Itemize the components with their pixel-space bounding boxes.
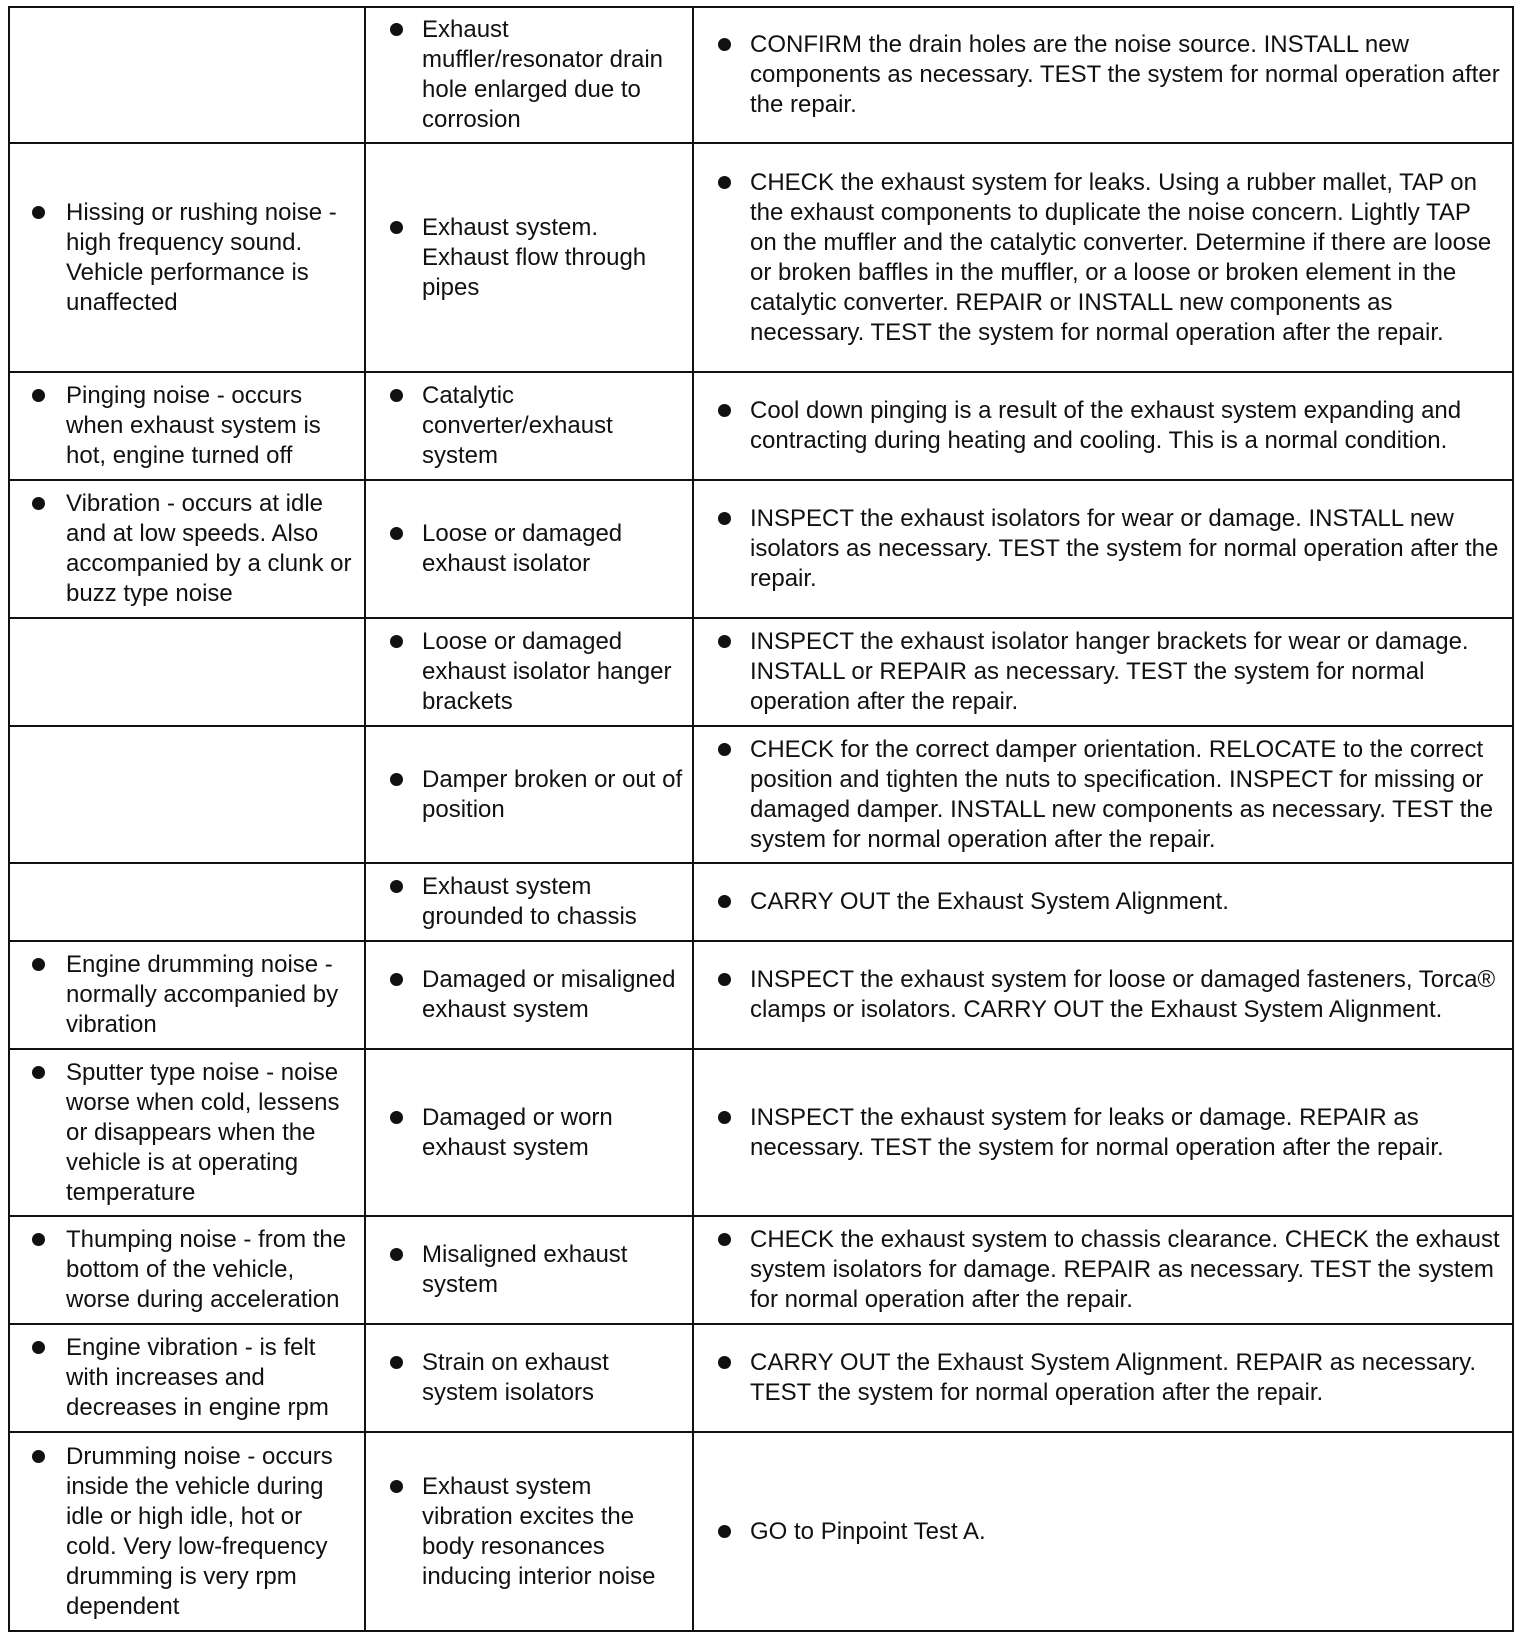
- source-cell: [365, 480, 693, 618]
- source-text: Misaligned exhaust system: [422, 1241, 628, 1298]
- condition-text: Hissing or rushing noise - high frequency sound. Vehicle performance is unaffected: [66, 198, 337, 316]
- source-cell: [365, 863, 693, 941]
- condition-text: Engine vibration - is felt with increases and decreases in engine rpm: [66, 1334, 329, 1421]
- table-row: [9, 726, 1513, 863]
- action-text: CARRY OUT the Exhaust System Alignment. REPAIR as necessary. TEST the system for normal operation after the repair.: [750, 1349, 1477, 1406]
- table-row: [9, 863, 1513, 941]
- source-text: Damaged or misaligned exhaust system: [422, 966, 676, 1023]
- action-text: INSPECT the exhaust system for leaks or damage. REPAIR as necessary. TEST the system for normal operation after the repair.: [750, 1103, 1444, 1161]
- bullet-icon: [32, 1341, 45, 1354]
- bullet-icon: [390, 23, 403, 36]
- condition-cell: [9, 1049, 365, 1216]
- action-cell: [693, 480, 1513, 618]
- action-text: CHECK the exhaust system for leaks. Using a rubber mallet, TAP on the exhaust components to duplicate the noise concern. Lightly TAP on the muffler and the catalytic converter. Determine if there are loose or broken baffles in the muffler, or a loose or broken element in the catalytic converter. REPAIR or INSTALL new components as necessary. TEST the system for normal operation after the repair.: [750, 168, 1492, 346]
- condition-text: Drumming noise - occurs inside the vehicle during idle or high idle, hot or cold. Very low-frequency drumming is very rpm dependent: [66, 1442, 333, 1620]
- action-cell: [693, 1432, 1513, 1631]
- condition-cell: [9, 726, 365, 863]
- source-cell: [365, 618, 693, 726]
- table-row: [9, 941, 1513, 1049]
- bullet-icon: [390, 1356, 403, 1369]
- bullet-icon: [390, 389, 403, 402]
- diagnosis-table-body: [9, 7, 1513, 1631]
- condition-cell: [9, 480, 365, 618]
- condition-cell: [9, 941, 365, 1049]
- action-text: INSPECT the exhaust system for loose or damaged fasteners, Torca® clamps or isolators. CARRY OUT the Exhaust System Alignment.: [750, 966, 1496, 1023]
- action-text: CARRY OUT the Exhaust System Alignment.: [750, 888, 1229, 915]
- bullet-icon: [390, 221, 403, 234]
- condition-cell: [9, 1216, 365, 1324]
- action-text: GO to Pinpoint Test A.: [750, 1517, 986, 1545]
- bullet-icon: [718, 512, 731, 525]
- bullet-icon: [32, 206, 45, 219]
- bullet-icon: [390, 973, 403, 986]
- bullet-icon: [718, 973, 731, 986]
- source-cell: [365, 1049, 693, 1216]
- action-cell: [693, 143, 1513, 372]
- source-text: Damper broken or out of position: [422, 765, 683, 823]
- condition-text: Sputter type noise - noise worse when cold, lessens or disappears when the vehicle is at operating temperature: [66, 1058, 340, 1206]
- action-cell: [693, 618, 1513, 726]
- action-text: CHECK the exhaust system to chassis clearance. CHECK the exhaust system isolators for damage. REPAIR as necessary. TEST the system for normal operation after the repair.: [750, 1226, 1500, 1313]
- table-row: [9, 1216, 1513, 1324]
- source-text: Loose or damaged exhaust isolator: [422, 520, 623, 577]
- action-text: CONFIRM the drain holes are the noise source. INSTALL new components as necessary. TEST the system for normal operation after the repair.: [750, 31, 1500, 118]
- table-row: [9, 1432, 1513, 1631]
- bullet-icon: [718, 1356, 731, 1369]
- bullet-icon: [718, 38, 731, 51]
- action-cell: [693, 1049, 1513, 1216]
- source-cell: [365, 1216, 693, 1324]
- action-cell: [693, 1324, 1513, 1432]
- condition-cell: [9, 372, 365, 480]
- source-text: Exhaust system vibration excites the body resonances inducing interior noise: [422, 1472, 656, 1590]
- condition-cell: [9, 7, 365, 143]
- bullet-icon: [32, 389, 45, 402]
- source-cell: [365, 372, 693, 480]
- bullet-icon: [32, 1450, 45, 1463]
- action-cell: [693, 941, 1513, 1049]
- source-text: Exhaust system grounded to chassis: [422, 873, 637, 930]
- bullet-icon: [718, 404, 731, 417]
- table-row: [9, 143, 1513, 372]
- bullet-icon: [718, 1111, 731, 1124]
- source-cell: [365, 1432, 693, 1631]
- action-cell: [693, 372, 1513, 480]
- bullet-icon: [32, 497, 45, 510]
- condition-cell: [9, 863, 365, 941]
- source-cell: [365, 7, 693, 143]
- condition-cell: [9, 1432, 365, 1631]
- bullet-icon: [390, 1480, 403, 1493]
- source-text: Exhaust system. Exhaust flow through pipes: [422, 213, 647, 301]
- condition-text: Engine drumming noise - normally accompanied by vibration: [66, 951, 339, 1038]
- source-cell: [365, 726, 693, 863]
- bullet-icon: [32, 958, 45, 971]
- source-text: Loose or damaged exhaust isolator hanger brackets: [422, 628, 672, 715]
- bullet-icon: [718, 743, 731, 756]
- bullet-icon: [390, 1111, 403, 1124]
- condition-text: Vibration - occurs at idle and at low speeds. Also accompanied by a clunk or buzz type noise: [66, 490, 352, 607]
- bullet-icon: [390, 527, 403, 540]
- bullet-icon: [390, 1248, 403, 1261]
- action-text: INSPECT the exhaust isolators for wear or damage. INSTALL new isolators as necessary. TEST the system for normal operation after the repair.: [750, 505, 1499, 592]
- bullet-icon: [32, 1066, 45, 1079]
- bullet-icon: [718, 1525, 731, 1538]
- action-cell: [693, 1216, 1513, 1324]
- source-text: Exhaust muffler/resonator drain hole enlarged due to corrosion: [422, 16, 664, 133]
- diagnosis-table: [8, 6, 1514, 1632]
- table-row: [9, 1049, 1513, 1216]
- bullet-icon: [390, 773, 403, 786]
- action-cell: [693, 863, 1513, 941]
- bullet-icon: [390, 635, 403, 648]
- source-text: Catalytic converter/exhaust system: [422, 382, 613, 469]
- table-row: [9, 7, 1513, 143]
- table-row: [9, 1324, 1513, 1432]
- table-row: [9, 372, 1513, 480]
- action-text: CHECK for the correct damper orientation. RELOCATE to the correct position and tighten the nuts to specification. INSPECT for missing or damaged damper. INSTALL new components as necessary. TEST the system for normal operation after the repair.: [750, 735, 1494, 853]
- action-cell: [693, 726, 1513, 863]
- source-cell: [365, 1324, 693, 1432]
- condition-text: Thumping noise - from the bottom of the vehicle, worse during acceleration: [66, 1226, 347, 1313]
- condition-cell: [9, 143, 365, 372]
- source-cell: [365, 941, 693, 1049]
- bullet-icon: [718, 1233, 731, 1246]
- bullet-icon: [718, 895, 731, 908]
- condition-text: Pinging noise - occurs when exhaust system is hot, engine turned off: [66, 382, 321, 469]
- table-row: [9, 618, 1513, 726]
- source-text: Strain on exhaust system isolators: [422, 1349, 609, 1406]
- source-cell: [365, 143, 693, 372]
- action-text: Cool down pinging is a result of the exhaust system expanding and contracting during heating and cooling. This is a normal condition.: [750, 397, 1462, 454]
- bullet-icon: [390, 880, 403, 893]
- condition-cell: [9, 618, 365, 726]
- table-row: [9, 480, 1513, 618]
- action-text: INSPECT the exhaust isolator hanger brackets for wear or damage. INSTALL or REPAIR as necessary. TEST the system for normal operation after the repair.: [750, 628, 1469, 715]
- action-cell: [693, 7, 1513, 143]
- bullet-icon: [718, 176, 731, 189]
- bullet-icon: [718, 635, 731, 648]
- bullet-icon: [32, 1233, 45, 1246]
- source-text: Damaged or worn exhaust system: [422, 1103, 613, 1161]
- condition-cell: [9, 1324, 365, 1432]
